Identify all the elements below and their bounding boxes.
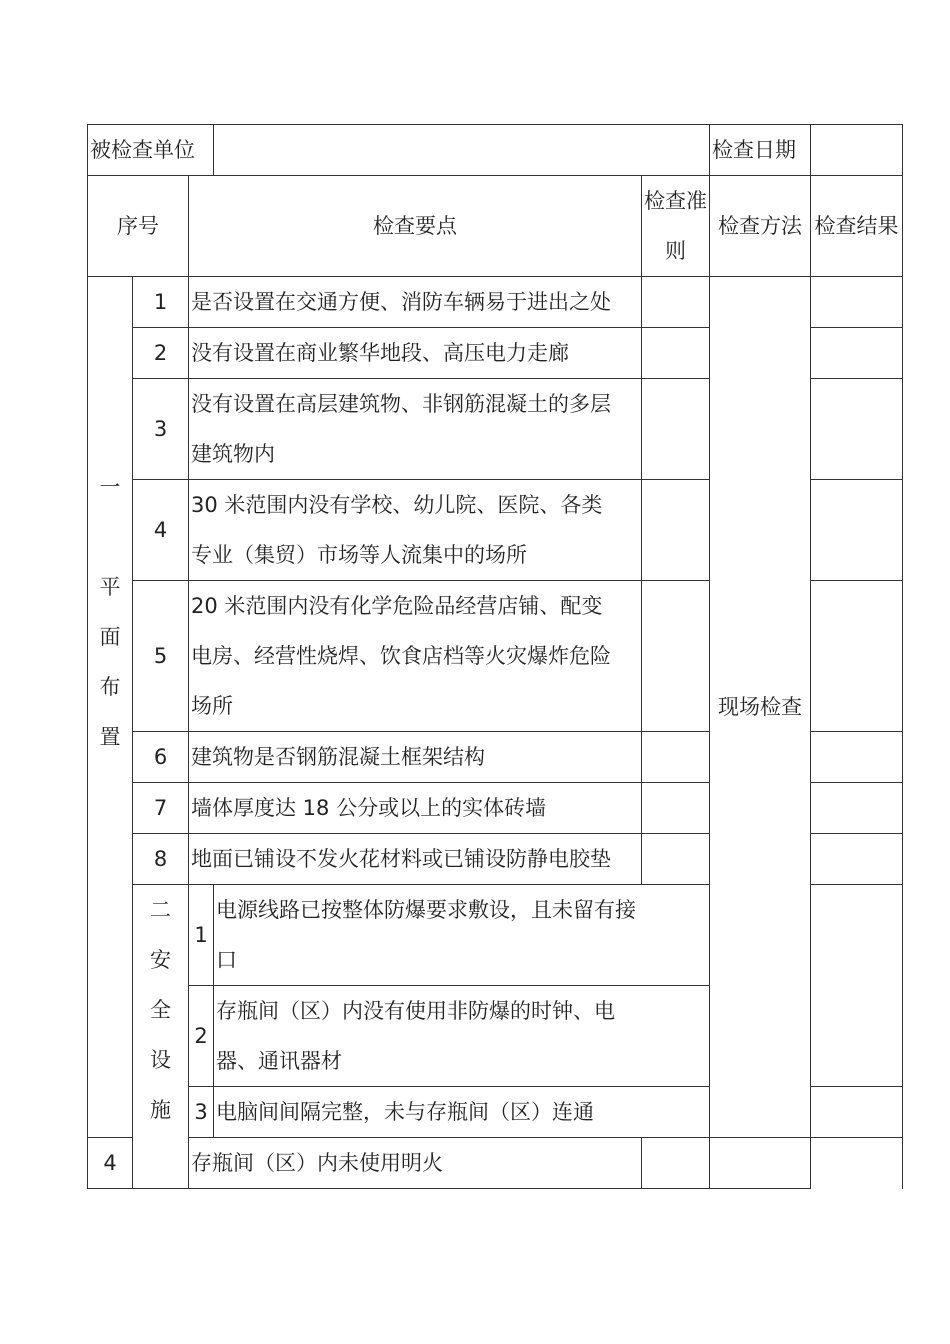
criteria-header-line2: 则 <box>665 239 686 263</box>
unit-label: 被检查单位 <box>88 125 214 176</box>
item-number: 1 <box>133 277 189 328</box>
item-text <box>214 885 710 986</box>
section-1-char: 面 <box>99 625 121 649</box>
item-number: 8 <box>133 834 189 885</box>
seq-header: 序号 <box>88 176 189 277</box>
criteria-header-line1: 检查准 <box>644 189 707 213</box>
section-1-method: 现场检查 <box>710 277 811 1138</box>
item-text: 是否设置在交通方便、消防车辆易于进出之处 <box>189 277 642 328</box>
item-text <box>189 480 642 581</box>
criteria-cell[interactable] <box>642 379 710 480</box>
criteria-cell[interactable] <box>642 1138 710 1189</box>
section-2-char: 安 <box>150 948 171 972</box>
section-2-char: 设 <box>150 1048 171 1072</box>
item-number: 5 <box>133 581 189 732</box>
section-2-title <box>133 885 189 1189</box>
section-2-char: 二 <box>150 898 171 922</box>
criteria-cell[interactable] <box>642 834 710 885</box>
item-text: 没有设置在商业繁华地段、高压电力走廊 <box>189 328 642 379</box>
item-text <box>189 581 642 732</box>
item-number: 3 <box>189 1087 214 1138</box>
item-text <box>214 986 710 1087</box>
criteria-cell[interactable] <box>642 783 710 834</box>
item-text-line: 口 <box>216 948 237 972</box>
result-cell[interactable] <box>811 783 903 834</box>
method-header: 检查方法 <box>710 176 811 277</box>
item-text-line: 电房、经营性烧焊、饮食店档等火灾爆炸危险 <box>191 644 611 668</box>
criteria-cell[interactable] <box>642 328 710 379</box>
item-text-line: 场所 <box>191 694 233 718</box>
result-cell[interactable] <box>811 277 903 328</box>
item-text-line: 电源线路已按整体防爆要求敷设，且未留有接 <box>216 898 636 922</box>
item-text-line: 20 米范围内没有化学危险品经营店铺、配变 <box>191 594 603 618</box>
result-cell[interactable] <box>811 379 903 480</box>
section-1-char: 平 <box>99 575 121 599</box>
section-1-char: 置 <box>99 725 121 749</box>
item-text-line: 专业（集贸）市场等人流集中的场所 <box>191 543 527 567</box>
result-cell[interactable] <box>811 581 903 732</box>
item-text-line: 没有设置在高层建筑物、非钢筋混凝土的多层 <box>191 392 611 416</box>
table-row <box>88 1138 903 1189</box>
item-number: 2 <box>189 986 214 1087</box>
item-text <box>189 379 642 480</box>
result-cell[interactable] <box>811 480 903 581</box>
inspection-table <box>87 124 903 1189</box>
points-header: 检查要点 <box>189 176 642 277</box>
criteria-cell[interactable] <box>642 732 710 783</box>
criteria-cell[interactable] <box>642 277 710 328</box>
item-text: 电脑间间隔完整，未与存瓶间（区）连通 <box>214 1087 710 1138</box>
item-text: 地面已铺设不发火花材料或已铺设防静电胶垫 <box>189 834 642 885</box>
criteria-cell[interactable] <box>811 1087 903 1138</box>
item-text-line: 30 米范围内没有学校、幼儿院、医院、各类 <box>191 493 603 517</box>
result-cell[interactable] <box>811 328 903 379</box>
item-number: 4 <box>88 1138 133 1189</box>
item-text-line: 器、通讯器材 <box>216 1049 342 1073</box>
item-text-line: 建筑物内 <box>191 442 275 466</box>
item-number: 4 <box>133 480 189 581</box>
item-number: 1 <box>189 885 214 986</box>
item-text: 存瓶间（区）内未使用明火 <box>189 1138 642 1189</box>
date-label: 检查日期 <box>710 125 811 176</box>
criteria-cell[interactable] <box>642 581 710 732</box>
section-2-char: 施 <box>150 1098 171 1122</box>
unit-value-field[interactable] <box>214 125 710 176</box>
item-number: 7 <box>133 783 189 834</box>
item-text: 墙体厚度达 18 公分或以上的实体砖墙 <box>189 783 642 834</box>
result-cell[interactable] <box>811 834 903 885</box>
result-header: 检查结果 <box>811 176 903 277</box>
table-row <box>88 277 903 328</box>
section-2-char: 全 <box>150 998 171 1022</box>
section-1-title <box>88 277 133 1138</box>
item-number: 2 <box>133 328 189 379</box>
result-cell[interactable] <box>710 1138 811 1189</box>
item-text-line: 存瓶间（区）内没有使用非防爆的时钟、电 <box>216 999 615 1023</box>
criteria-cell[interactable] <box>811 885 903 1087</box>
item-number: 6 <box>133 732 189 783</box>
section-1-char: 布 <box>99 675 121 699</box>
criteria-header <box>642 176 710 277</box>
date-value-field[interactable] <box>811 125 903 176</box>
section-1-number: 一 <box>99 475 121 499</box>
criteria-cell[interactable] <box>642 480 710 581</box>
result-cell[interactable] <box>811 732 903 783</box>
item-text: 建筑物是否钢筋混凝土框架结构 <box>189 732 642 783</box>
item-number: 3 <box>133 379 189 480</box>
